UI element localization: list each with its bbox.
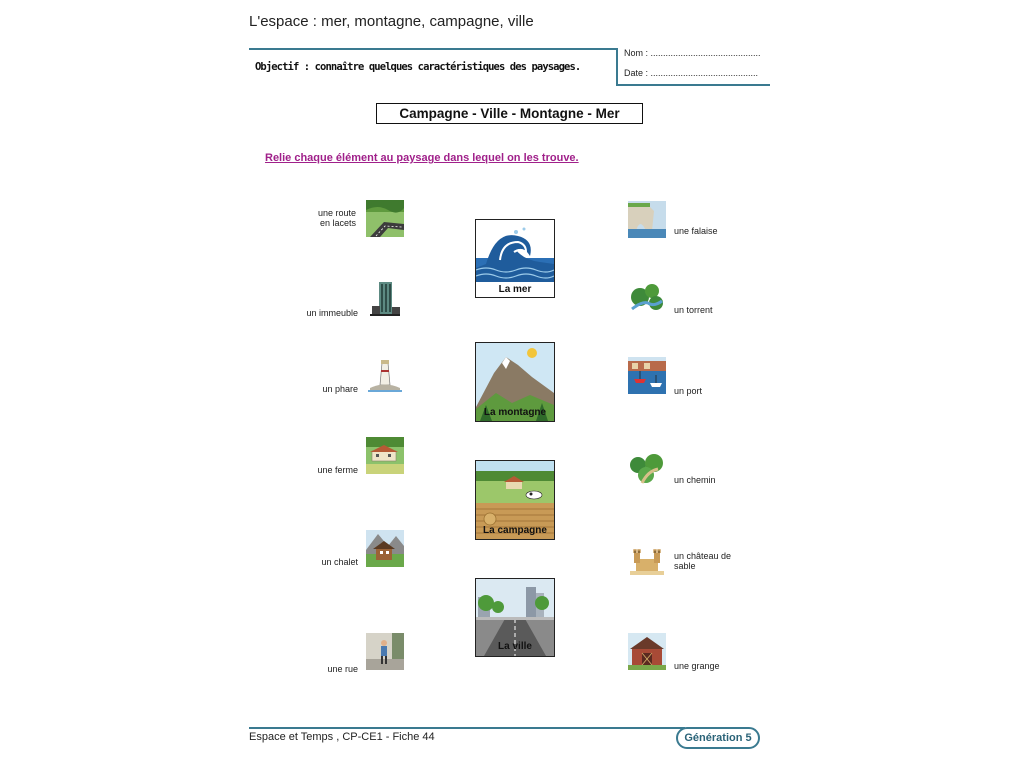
torrent-icon[interactable] [628, 281, 666, 318]
page-title: L'espace : mer, montagne, campagne, ville [249, 13, 534, 30]
instruction-text: Relie chaque élément au paysage dans lequel on les trouve. [265, 152, 579, 164]
name-box-underline [616, 84, 770, 86]
landscape-card-sea[interactable] [475, 219, 555, 298]
objective-text: Objectif : connaître quelques caractéristiques des paysages. [255, 61, 581, 73]
footer-text: Espace et Temps , CP-CE1 - Fiche 44 [249, 731, 435, 743]
right-item-label: un château de sable [674, 551, 732, 571]
brand-text: Génération 5 [684, 732, 752, 744]
name-box-divider [616, 48, 618, 86]
sandcastle-icon[interactable] [628, 545, 666, 582]
winding-road-icon[interactable] [366, 200, 404, 237]
name-field[interactable]: Nom : ............................................ [624, 48, 761, 58]
landscape-label: La ville [498, 641, 532, 652]
chalet-icon[interactable] [366, 530, 404, 567]
street-icon[interactable] [366, 633, 404, 670]
objective-divider [249, 48, 617, 50]
landscape-label: La mer [498, 284, 532, 295]
footer-divider [249, 727, 685, 729]
brand-badge [676, 727, 760, 749]
harbor-icon[interactable] [628, 357, 666, 394]
right-item-label: un torrent [674, 305, 713, 315]
left-item-label: une ferme [317, 465, 358, 475]
landscape-card-mountain[interactable] [475, 342, 555, 422]
left-item-label: un chalet [321, 557, 358, 567]
building-icon[interactable] [366, 280, 404, 317]
farm-icon[interactable] [366, 437, 404, 474]
cliff-icon[interactable] [628, 201, 666, 238]
landscape-card-countryside[interactable] [475, 460, 555, 540]
lighthouse-icon[interactable] [366, 357, 404, 394]
right-item-label: une grange [674, 661, 720, 671]
right-item-label: un chemin [674, 475, 716, 485]
landscape-card-city[interactable] [475, 578, 555, 657]
right-item-label: une falaise [674, 226, 718, 236]
right-item-label: un port [674, 386, 703, 396]
landscape-label: La montagne [483, 407, 547, 418]
barn-icon[interactable] [628, 633, 666, 670]
left-item-label: un immeuble [306, 308, 358, 318]
path-icon[interactable] [628, 451, 666, 488]
left-item-label: une rue [327, 664, 358, 674]
landscape-label: La campagne [483, 525, 547, 536]
left-item-label: une route en lacets [317, 208, 356, 228]
subtitle-box [376, 103, 643, 124]
subtitle-text: Campagne - Ville - Montagne - Mer [399, 106, 620, 121]
date-field[interactable]: Date : ........................................... [624, 68, 759, 78]
left-item-label: un phare [322, 384, 358, 394]
wave-icon [476, 220, 554, 282]
